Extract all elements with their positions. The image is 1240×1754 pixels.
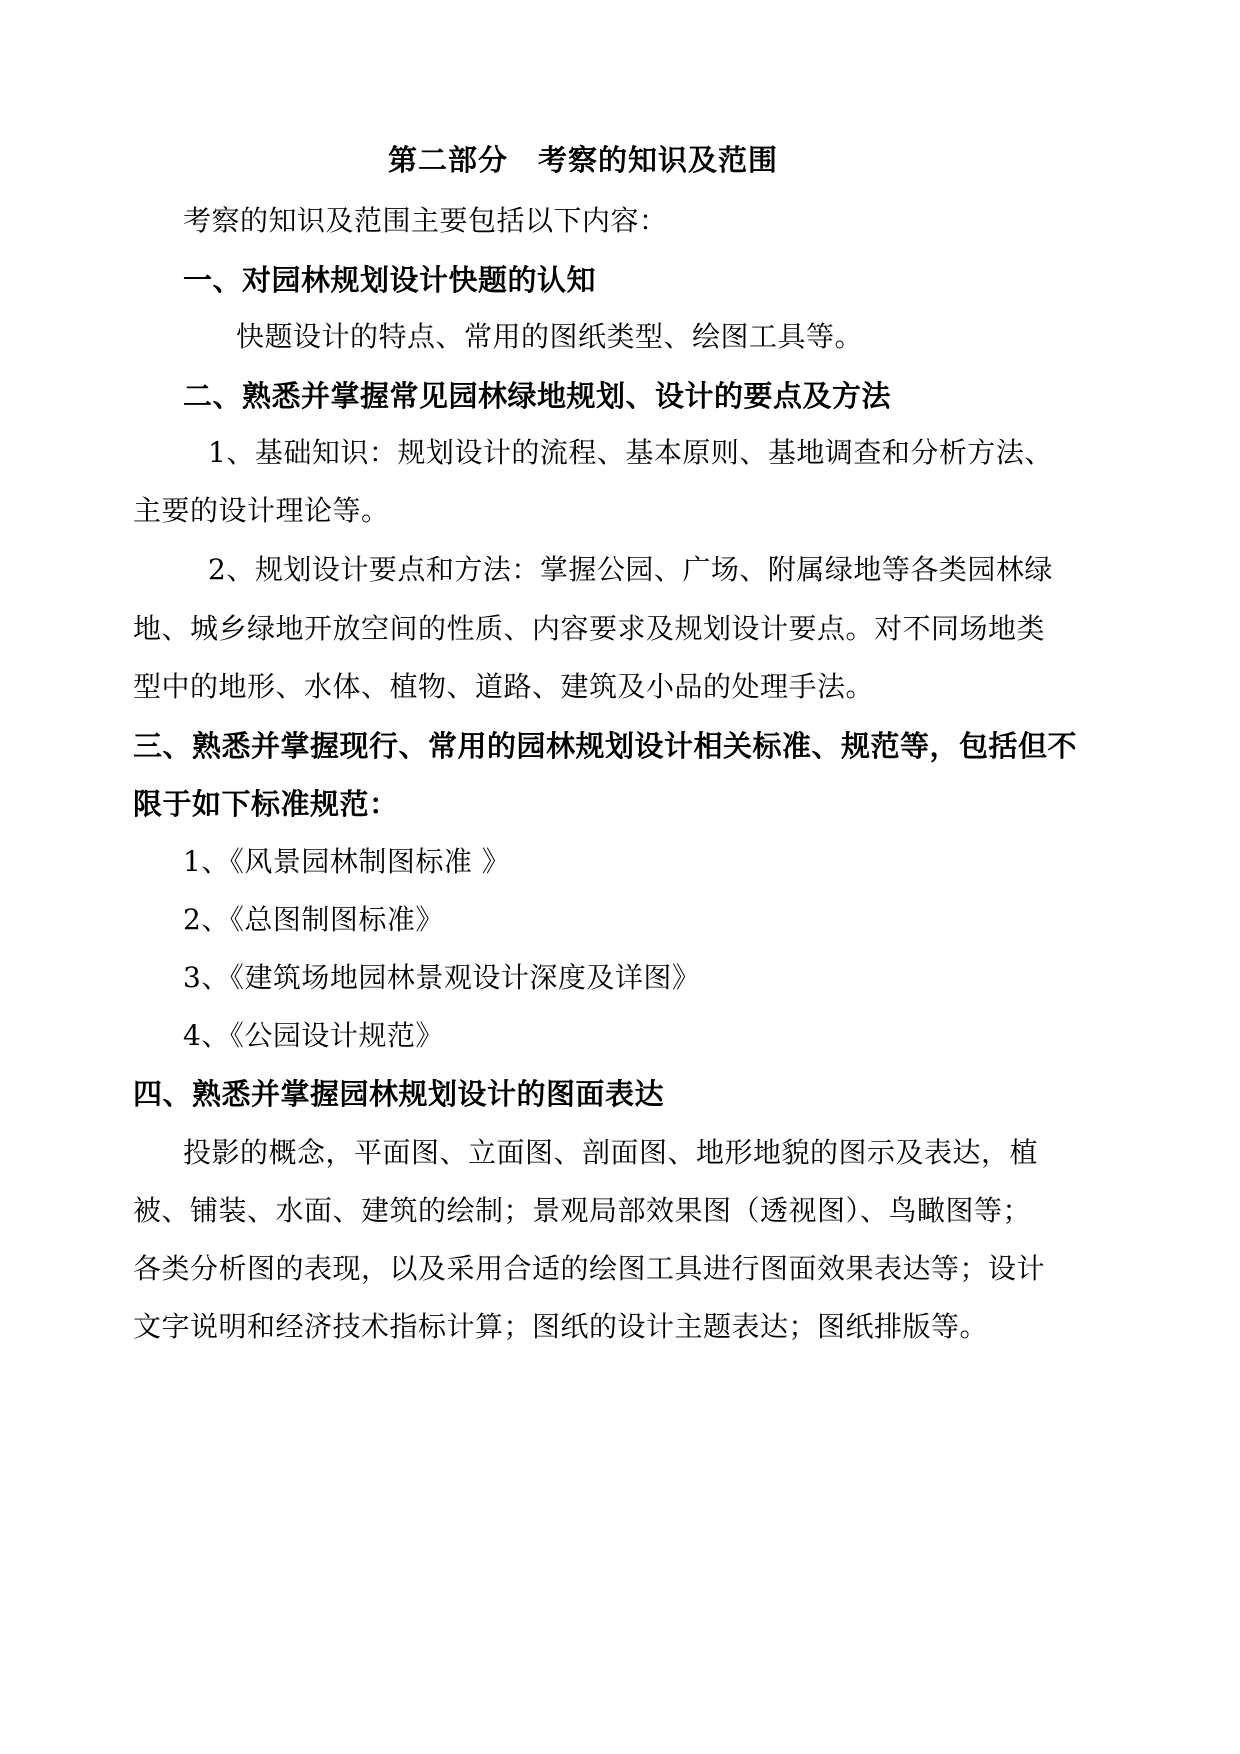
section-4-body-line-1: 投影的概念，平面图、立面图、剖面图、地形地貌的图示及表达，植 [183,1136,1039,1169]
section-2-heading: 二、熟悉并掌握常见园林绿地规划、设计的要点及方法 [183,379,892,413]
title-name: 考察的知识及范围 [538,143,779,177]
standard-item-4: 4、《公园设计规范》 [183,1019,444,1052]
title-part: 第二部分 [388,143,509,177]
section-3-heading-line-1: 三、熟悉并掌握现行、常用的园林规划设计相关标准、规范等，包括但不 [133,729,1078,763]
page-title [388,143,778,177]
section-2-item-1-line-1: 1、基础知识：规划设计的流程、基本原则、基地调查和分析方法、 [208,436,1053,469]
section-4-heading: 四、熟悉并掌握园林规划设计的图面表达 [133,1077,665,1111]
standard-item-2: 2、《总图制图标准》 [183,903,444,936]
section-2-item-2-line-3: 型中的地形、水体、植物、道路、建筑及小品的处理手法。 [133,670,875,703]
section-2-item-2-line-2: 地、城乡绿地开放空间的性质、内容要求及规划设计要点。对不同场地类 [133,612,1046,645]
section-1-body: 快题设计的特点、常用的图纸类型、绘图工具等。 [236,320,864,353]
intro-text: 考察的知识及范围主要包括以下内容： [183,204,668,237]
section-4-body-line-3: 各类分析图的表现，以及采用合适的绘图工具进行图面效果表达等；设计 [133,1252,1046,1285]
section-4-body-line-2: 被、铺装、水面、建筑的绘制；景观局部效果图（透视图）、鸟瞰图等； [133,1194,1032,1227]
standard-item-1: 1、《风景园林制图标准 》 [183,845,511,878]
standard-item-3: 3、《建筑场地园林景观设计深度及详图》 [183,961,701,994]
section-1-heading: 一、对园林规划设计快题的认知 [183,263,597,297]
section-2-item-2-line-1: 2、规划设计要点和方法：掌握公园、广场、附属绿地等各类园林绿 [208,553,1053,586]
section-2-item-1-line-2: 主要的设计理论等。 [133,494,390,527]
section-3-heading-line-2: 限于如下标准规范： [133,787,399,821]
section-4-body-line-4: 文字说明和经济技术指标计算；图纸的设计主题表达；图纸排版等。 [133,1310,989,1343]
